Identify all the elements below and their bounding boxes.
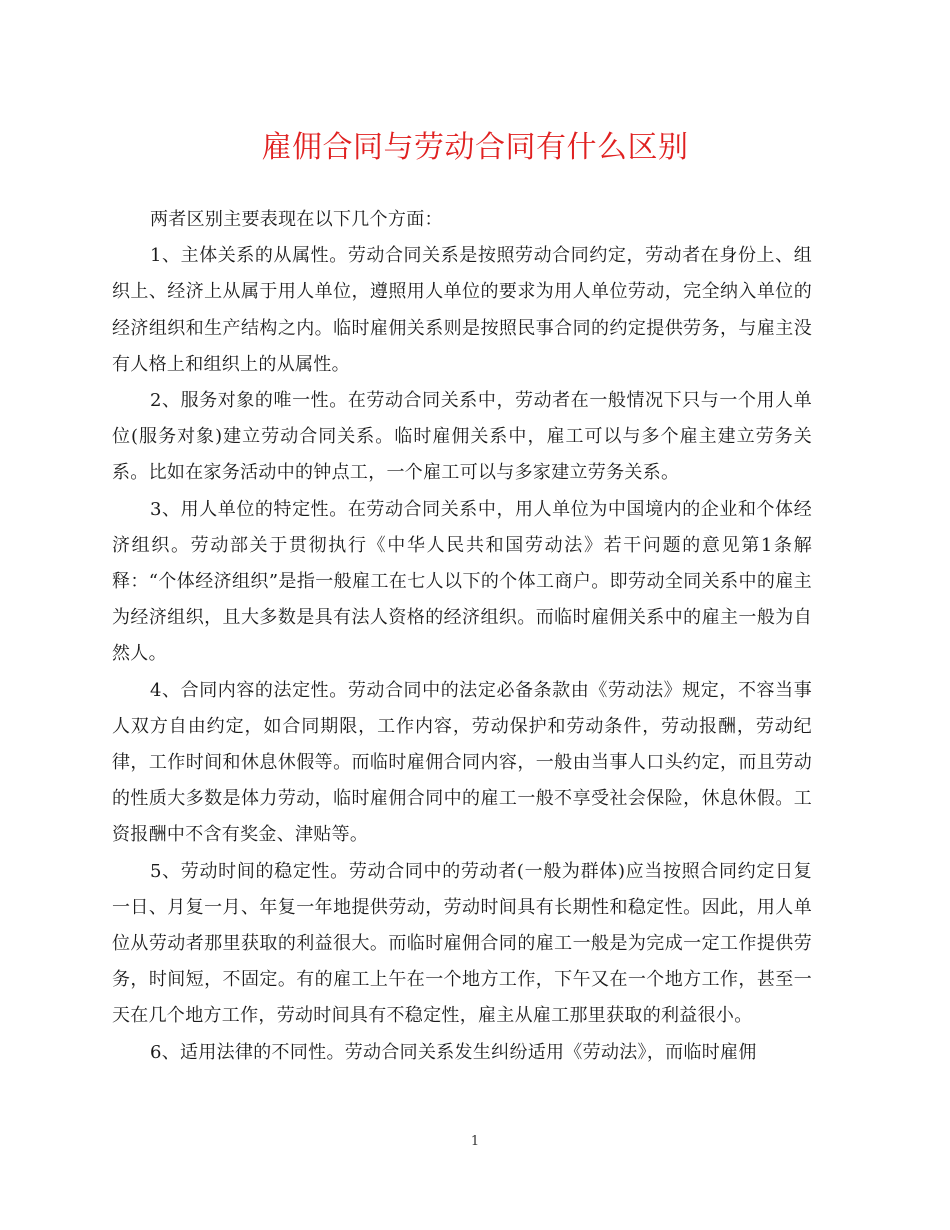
- paragraph-1: 1、主体关系的从属性。劳动合同关系是按照劳动合同约定，劳动者在身份上、组织上、经济上从属于用人单位，遵照用人单位的要求为用人单位劳动，完全纳入单位的经济组织和生产结构之内。临时雇佣关系则是按照民事合同的约定提供劳务，与雇主没有人格上和组织上的从属性。: [112, 245, 812, 375]
- paragraph-intro: 两者区别主要表现在以下几个方面：: [150, 209, 443, 230]
- paragraph-5: 5、劳动时间的稳定性。劳动合同中的劳动者(一般为群体)应当按照合同约定日复一日、月复一月、年复一年地提供劳动，劳动时间具有长期性和稳定性。因此，用人单位从劳动者那里获取的利益很大。而临时雇佣合同的雇工一般是为完成一定工作提供劳务，时间短，不固定。有的雇工上午在一个地方工作，下午又在一个地方工作，甚至一天在几个地方工作，劳动时间具有不稳定性，雇主从雇工那里获取的利益很小。: [112, 860, 812, 1027]
- paragraph-6: 6、适用法律的不同性。劳动合同关系发生纠纷适用《劳动法》，而临时雇佣: [150, 1041, 757, 1063]
- paragraph-4: 4、合同内容的法定性。劳动合同中的法定必备条款由《劳动法》规定，不容当事人双方自由约定，如合同期限，工作内容，劳动保护和劳动条件，劳动报酬，劳动纪律，工作时间和休息休假等。而临时雇佣合同内容，一般由当事人口头约定，而且劳动的性质大多数是体力劳动，临时雇佣合同中的雇工一般不享受社会保险，休息休假。工资报酬中不含有奖金、津贴等。: [112, 679, 812, 846]
- paragraph-2: 2、服务对象的唯一性。在劳动合同关系中，劳动者在一般情况下只与一个用人单位(服务对象)建立劳动合同关系。临时雇佣关系中，雇工可以与多个雇主建立劳务关系。比如在家务活动中的钟点工，一个雇工可以与多家建立劳务关系。: [112, 390, 812, 484]
- paragraph-3: 3、用人单位的特定性。在劳动合同关系中，用人单位为中国境内的企业和个体经济组织。劳动部关于贯彻执行《中华人民共和国劳动法》若干问题的意见第1条解释：“个体经济组织”是指一般雇工在七人以下的个体工商户。即劳动全同关系中的雇主为经济组织，且大多数是具有法人资格的经济组织。而临时雇佣关系中的雇主一般为自然人。: [112, 498, 812, 665]
- document-body: [112, 202, 812, 1071]
- page-number: 1: [470, 1134, 480, 1149]
- document-title: 雇佣合同与劳动合同有什么区别: [261, 130, 689, 165]
